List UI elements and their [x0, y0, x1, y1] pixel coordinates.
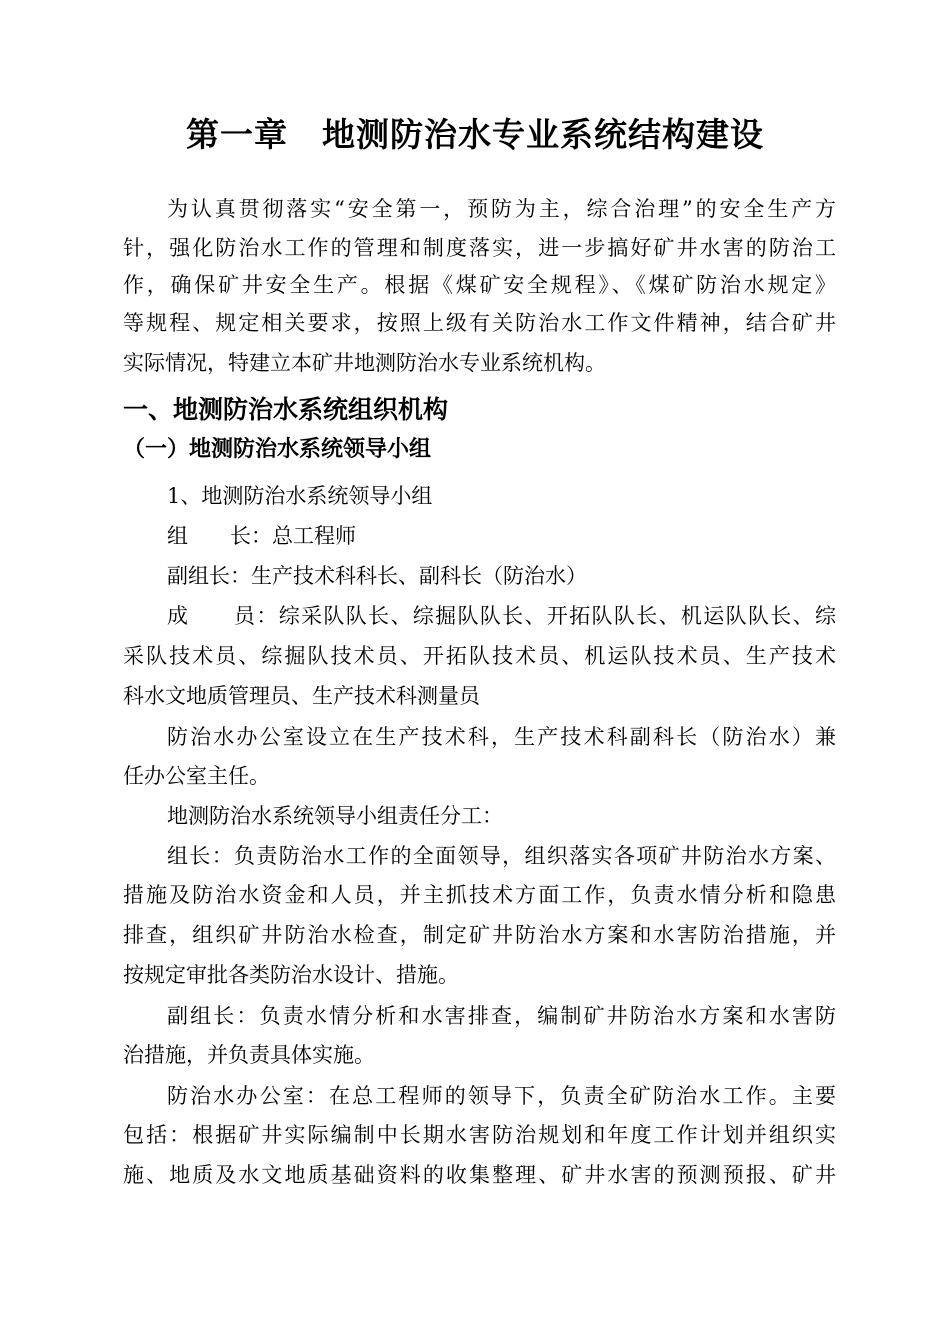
intro-line: 为认真贯彻落实“安全第一，预防为主，综合治理”的安全生产方	[167, 197, 836, 221]
duty-office-line: 施、地质及水文地质基础资料的收集整理、矿井水害的预测预报、矿井	[123, 1163, 836, 1187]
members-line: 成 员：综采队队长、综掘队队长、开拓队队长、机运队队长、综	[167, 604, 836, 628]
duty-office-line: 防治水办公室：在总工程师的领导下，负责全矿防治水工作。主要	[167, 1084, 836, 1108]
chapter-title: 第一章 地测防治水专业系统结构建设	[186, 115, 764, 154]
office-line: 防治水办公室设立在生产技术科，生产技术科副科长（防治水）兼	[167, 725, 836, 749]
duty-deputy-line: 治措施，并负责具体实施。	[123, 1043, 375, 1067]
members-line: 科水文地质管理员、生产技术科测量员	[123, 684, 480, 708]
duty-office-line: 包括：根据矿井实际编制中长期水害防治规划和年度工作计划并组织实	[123, 1123, 836, 1147]
members-line: 采队技术员、综掘队技术员、开拓队技术员、机运队技术员、生产技术	[123, 644, 836, 668]
subsection-heading: （一）地测防治水系统领导小组	[123, 437, 432, 462]
duties-title: 地测防治水系统领导小组责任分工：	[167, 804, 503, 828]
duty-leader-line: 按规定审批各类防治水设计、措施。	[123, 963, 459, 987]
leader-line: 组 长：总工程师	[167, 524, 356, 548]
deputy-line: 副组长：生产技术科科长、副科长（防治水）	[167, 564, 587, 588]
duty-leader-line: 措施及防治水资金和人员，并主抓技术方面工作，负责水情分析和隐患	[123, 883, 836, 907]
office-line: 任办公室主任。	[123, 764, 270, 788]
duty-leader-line: 组长：负责防治水工作的全面领导，组织落实各项矿井防治水方案、	[167, 844, 836, 868]
intro-line: 实际情况，特建立本矿井地测防治水专业系统机构。	[123, 351, 606, 375]
duty-leader-line: 排查，组织矿井防治水检查，制定矿井防治水方案和水害防治措施，并	[123, 923, 836, 947]
section-heading: 一、地测防治水系统组织机构	[123, 395, 449, 424]
item-title: 1、地测防治水系统领导小组	[167, 484, 433, 508]
duty-deputy-line: 副组长：负责水情分析和水害排查，编制矿井防治水方案和水害防	[167, 1004, 836, 1028]
intro-line: 等规程、规定相关要求，按照上级有关防治水工作文件精神，结合矿井	[123, 311, 836, 335]
intro-line: 作，确保矿井安全生产。根据《煤矿安全规程》、《煤矿防治水规定》	[123, 273, 836, 297]
intro-line: 针，强化防治水工作的管理和制度落实，进一步搞好矿井水害的防治工	[123, 236, 836, 260]
